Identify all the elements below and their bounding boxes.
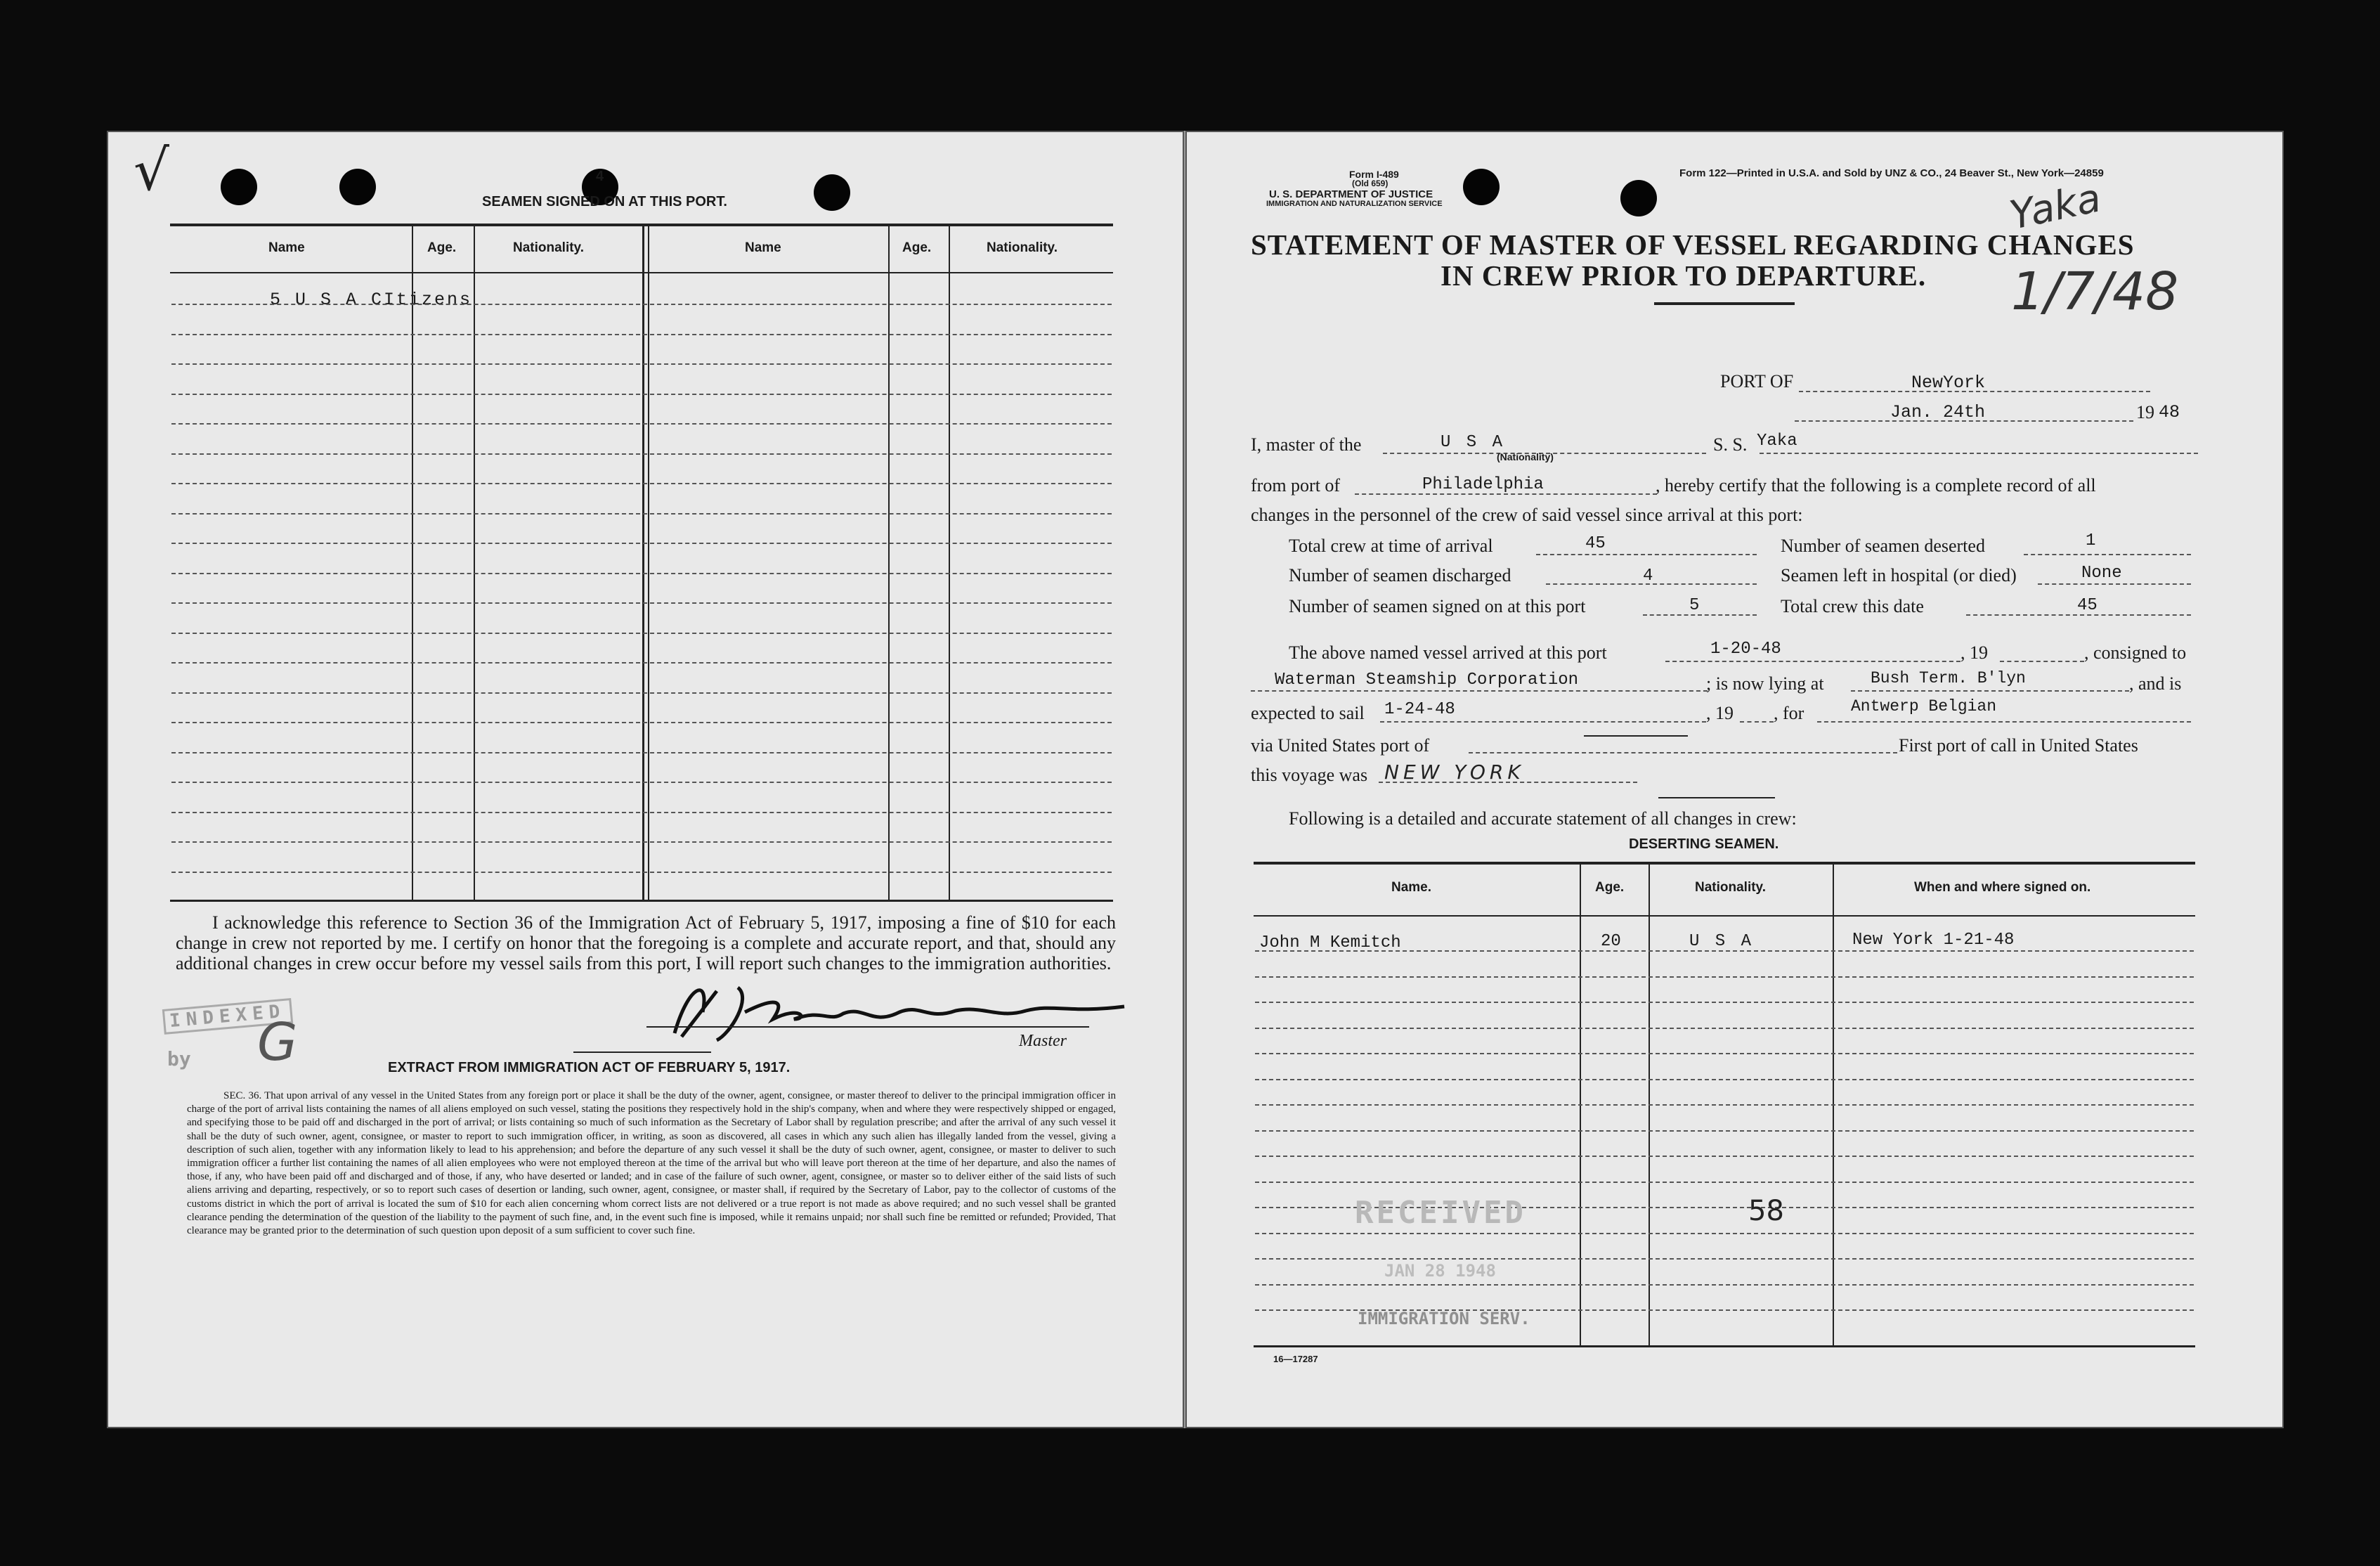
punch-hole bbox=[221, 169, 257, 205]
rule bbox=[1658, 797, 1775, 798]
expected-19: , 19 bbox=[1706, 703, 1734, 723]
date-value: Jan. 24th bbox=[1890, 402, 1986, 422]
consignee-line bbox=[1251, 690, 1708, 692]
col-header-age: Age. bbox=[902, 240, 932, 255]
master-signature bbox=[632, 970, 1152, 1054]
year-value: 48 bbox=[2159, 402, 2180, 422]
total-arrival-label: Total crew at time of arrival bbox=[1289, 536, 1493, 556]
col-header-nationality: Nationality. bbox=[1695, 880, 1766, 895]
certify-text: , hereby certify that the following is a complete record of all bbox=[1656, 475, 2096, 496]
deserted-label: Number of seamen deserted bbox=[1781, 536, 1985, 556]
table-row bbox=[1255, 976, 2194, 978]
table-rule bbox=[1254, 862, 2195, 865]
title-line-1: STATEMENT OF MASTER OF VESSEL REGARDING CHANGES bbox=[1251, 228, 2135, 261]
table-row bbox=[171, 423, 1112, 425]
deserter-signed-on: New York 1-21-48 bbox=[1852, 931, 2015, 950]
col-header-nationality: Nationality. bbox=[987, 240, 1058, 255]
indexed-stamp: INDEXED bbox=[162, 998, 293, 1035]
changes-text: changes in the personnel of the crew of said vessel since arrival at this port: bbox=[1251, 505, 1803, 525]
received-stamp: RECEIVED bbox=[1355, 1195, 1526, 1231]
handwritten-vessel: Yaka bbox=[2005, 175, 2105, 239]
deserter-age: 20 bbox=[1601, 932, 1621, 951]
nationality-caption: (Nationality) bbox=[1497, 451, 1554, 462]
first-entry: 5 U S A CItizens bbox=[270, 290, 473, 310]
table-row bbox=[171, 633, 1112, 634]
arrived-value: 1-20-48 bbox=[1710, 640, 1781, 659]
year-prefix: 19 bbox=[2136, 402, 2154, 422]
column-divider bbox=[474, 225, 475, 901]
hospital-value: None bbox=[2081, 564, 2122, 583]
table-row bbox=[171, 722, 1112, 723]
rule bbox=[573, 1051, 711, 1053]
table-row bbox=[1255, 950, 2194, 952]
signed-on-line bbox=[1643, 614, 1757, 616]
table-row bbox=[171, 841, 1112, 843]
total-arrival-value: 45 bbox=[1585, 534, 1606, 553]
table-row bbox=[171, 872, 1112, 873]
voyage-value: NEW YORK bbox=[1384, 761, 1525, 784]
punch-hole bbox=[1463, 169, 1500, 205]
col-header-name: Name bbox=[268, 240, 305, 255]
from-port-label: from port of bbox=[1251, 475, 1341, 496]
table-row bbox=[1255, 1258, 2194, 1260]
table-row bbox=[1255, 1079, 2194, 1080]
lying-line bbox=[1851, 690, 2129, 692]
arrived-year-line bbox=[2000, 661, 2084, 662]
signature-line bbox=[646, 1026, 1089, 1028]
table-row bbox=[171, 513, 1112, 515]
table-row bbox=[1255, 1156, 2194, 1157]
form-old: (Old 659) bbox=[1352, 179, 1389, 188]
consigned-label: , consigned to bbox=[2084, 642, 2187, 663]
table-row bbox=[1255, 1233, 2194, 1234]
punch-hole bbox=[814, 174, 850, 211]
service: IMMIGRATION AND NATURALIZATION SERVICE bbox=[1266, 200, 1443, 208]
consignee-value: Waterman Steamship Corporation bbox=[1275, 671, 1579, 690]
col-header-age: Age. bbox=[427, 240, 457, 255]
deserting-title: DESERTING SEAMEN. bbox=[1629, 836, 1779, 852]
printer-line: Form 122—Printed in U.S.A. and Sold by UNZ & CO., 24 Beaver St., New York—24859 bbox=[1679, 167, 2104, 179]
table-row bbox=[1255, 1182, 2194, 1183]
department: U. S. DEPARTMENT OF JUSTICE bbox=[1269, 188, 1433, 200]
column-divider bbox=[949, 225, 950, 901]
from-port-value: Philadelphia bbox=[1422, 475, 1544, 494]
title-line-2: IN CREW PRIOR TO DEPARTURE. bbox=[1441, 259, 1927, 292]
for-value: Antwerp Belgian bbox=[1851, 697, 1997, 716]
table-rule bbox=[170, 900, 1113, 902]
lying-value: Bush Term. B'lyn bbox=[1871, 669, 2026, 687]
expected-year-line bbox=[1740, 721, 1774, 723]
extract-title: EXTRACT FROM IMMIGRATION ACT OF FEBRUARY 5, 1917. bbox=[388, 1060, 791, 1075]
table-rule bbox=[170, 224, 1113, 226]
via-line bbox=[1469, 752, 1897, 753]
expected-label: expected to sail bbox=[1251, 703, 1365, 723]
table-rule bbox=[1254, 1345, 2195, 1347]
table-row bbox=[171, 812, 1112, 813]
table-row bbox=[171, 304, 1112, 305]
signed-on-label: Number of seamen signed on at this port bbox=[1289, 596, 1586, 616]
hospital-line bbox=[2038, 583, 2191, 585]
table-row bbox=[1255, 1284, 2194, 1286]
and-is-label: , and is bbox=[2129, 673, 2182, 694]
col-header-age: Age. bbox=[1595, 880, 1625, 895]
master-label: Master bbox=[1019, 1032, 1067, 1050]
punch-hole bbox=[339, 169, 376, 205]
column-divider bbox=[888, 225, 890, 901]
column-divider bbox=[642, 225, 644, 901]
table-row bbox=[171, 782, 1112, 783]
column-divider bbox=[1833, 865, 1834, 1347]
col-header-name: Name. bbox=[1391, 880, 1432, 895]
table-rule bbox=[1254, 915, 2195, 917]
total-date-value: 45 bbox=[2077, 596, 2098, 615]
col-header-name: Name bbox=[745, 240, 781, 255]
stamp-service: IMMIGRATION SERV. bbox=[1358, 1309, 1530, 1328]
nationality-value: U S A bbox=[1441, 433, 1506, 452]
ship-name: Yaka bbox=[1757, 432, 1797, 451]
expected-value: 1-24-48 bbox=[1384, 700, 1455, 719]
table-row bbox=[171, 483, 1112, 484]
discharged-label: Number of seamen discharged bbox=[1289, 565, 1511, 585]
first-port-label: First port of call in United States bbox=[1899, 735, 2138, 756]
footer-code: 16—17287 bbox=[1273, 1354, 1318, 1364]
column-divider bbox=[1580, 865, 1581, 1347]
table-row bbox=[171, 602, 1112, 604]
column-divider bbox=[1649, 865, 1650, 1347]
ss-label: S. S. bbox=[1713, 434, 1748, 455]
check-mark: √ bbox=[134, 138, 169, 203]
table-row bbox=[171, 752, 1112, 753]
page-number: 4 bbox=[596, 169, 604, 184]
table-rule bbox=[170, 272, 1113, 273]
signed-on-value: 5 bbox=[1689, 596, 1700, 615]
table-row bbox=[1255, 1053, 2194, 1054]
deserted-value: 1 bbox=[2086, 531, 2096, 550]
ship-line bbox=[1760, 453, 2198, 454]
hospital-label: Seamen left in hospital (or died) bbox=[1781, 565, 2017, 585]
acknowledgement-text: I acknowledge this reference to Section 36 of the Immigration Act of February 5, 1917, imposing a fine of $10 for each change in crew not reported by me. I certify on honor that the foregoing is a complete and accurate report, and that, should any additional changes in crew occur before my vessel sails from this port, I will report such changes to the immigration authorities. bbox=[176, 912, 1116, 973]
lying-label: ; is now lying at bbox=[1706, 673, 1824, 694]
deserted-line bbox=[2024, 554, 2191, 555]
section-title: SEAMEN SIGNED ON AT THIS PORT. bbox=[482, 194, 727, 209]
following-text: Following is a detailed and accurate statement of all changes in crew: bbox=[1289, 808, 1797, 829]
deserter-name: John M Kemitch bbox=[1259, 933, 1401, 952]
punch-hole bbox=[1620, 180, 1657, 216]
total-date-label: Total crew this date bbox=[1781, 596, 1924, 616]
table-row bbox=[171, 334, 1112, 335]
port-label: PORT OF bbox=[1720, 371, 1794, 392]
table-row bbox=[171, 543, 1112, 544]
table-row bbox=[1255, 1028, 2194, 1029]
total-arrival-line bbox=[1536, 554, 1757, 555]
stamp-date: JAN 28 1948 bbox=[1384, 1261, 1496, 1281]
arrived-19: , 19 bbox=[1960, 642, 1988, 663]
title-rule bbox=[1654, 302, 1795, 305]
port-value: NewYork bbox=[1911, 373, 1986, 393]
master-of-label: I, master of the bbox=[1251, 434, 1362, 455]
discharged-value: 4 bbox=[1643, 567, 1653, 585]
voyage-label: this voyage was bbox=[1251, 765, 1368, 785]
indexed-initial: G bbox=[257, 1012, 298, 1073]
column-divider bbox=[412, 225, 413, 901]
via-hand-line bbox=[1584, 735, 1688, 737]
arrived-line bbox=[1665, 661, 1960, 662]
table-row bbox=[171, 662, 1112, 664]
table-row bbox=[171, 453, 1112, 455]
table-row bbox=[171, 692, 1112, 694]
stamp-number: 58 bbox=[1748, 1195, 1784, 1227]
via-label: via United States port of bbox=[1251, 735, 1430, 756]
expected-line bbox=[1380, 721, 1706, 723]
table-row bbox=[1255, 1130, 2194, 1132]
table-row bbox=[171, 394, 1112, 395]
extract-body: SEC. 36. That upon arrival of any vessel in the United States from any foreign port or place it shall be the duty of the owner, agent, consignee, or master thereof to deliver to the principal immigration officer in charge of the port of arrival lists containing the names of all aliens employed on such vessel, stating the positions they respectively hold in the ship's company, when and where they were respectively shipped or engaged, and specifying those to be paid off and discharged in the port of arrival; or lists containing so much of such information as the Secretary of Labor shall by regulation prescribe; and after the arrival of any such vessel it shall be the duty of such owner, agent, consignee, or master to report to such immigration officer, in writing, as soon as discovered, all cases in which any such alien has illegally landed from the vessel, giving a description of such alien, together with any information likely to lead to his apprehension; and before the departure of any such vessel it shall be the duty of such owner, agent, consignee, or master to deliver to such immigration officer a further list containing the names of all alien employees who were not employed thereon at the time of the arrival but who will leave port thereon at the time of her departure, and also the names of those, if any, who have been paid off and discharged and of those, if any, who have deserted or landed; and in case of the failure of such owner, agent, consignee, or master so to deliver either of the said lists of such aliens arriving and departing, respectively, or so to report such cases of desertion or landing, such owner, agent, consignee, or master shall, if required by the Secretary of Labor, pay to the collector of customs of the customs district in which the port of arrival is located the sum of $10 for each alien concerning whom correct lists are not delivered or a true report is not made as above required; and no such vessel shall be granted clearance pending the determination of the question of the liability to the payment of such fine, and, in the event such fine is imposed, while it remains unpaid; nor shall such fine be remitted or refunded; Provided, That clearance may be granted prior to the determination of such question upon deposit of a sum sufficient to cover such fine. bbox=[187, 1090, 1116, 1237]
col-header-nationality: Nationality. bbox=[513, 240, 584, 255]
handwritten-date: 1/7/48 bbox=[2011, 261, 2179, 322]
table-row bbox=[171, 363, 1112, 365]
for-label: , for bbox=[1774, 703, 1804, 723]
arrived-label: The above named vessel arrived at this port bbox=[1289, 642, 1607, 663]
col-header-signed-on: When and where signed on. bbox=[1914, 880, 2091, 895]
for-line bbox=[1817, 721, 2191, 723]
table-row bbox=[171, 573, 1112, 574]
table-row bbox=[1255, 1104, 2194, 1106]
indexed-by: by bbox=[167, 1047, 191, 1070]
column-divider bbox=[648, 225, 649, 901]
table-row bbox=[1255, 1002, 2194, 1003]
form-number: Form I-489 bbox=[1349, 169, 1399, 180]
deserter-nationality: U S A bbox=[1689, 932, 1755, 951]
